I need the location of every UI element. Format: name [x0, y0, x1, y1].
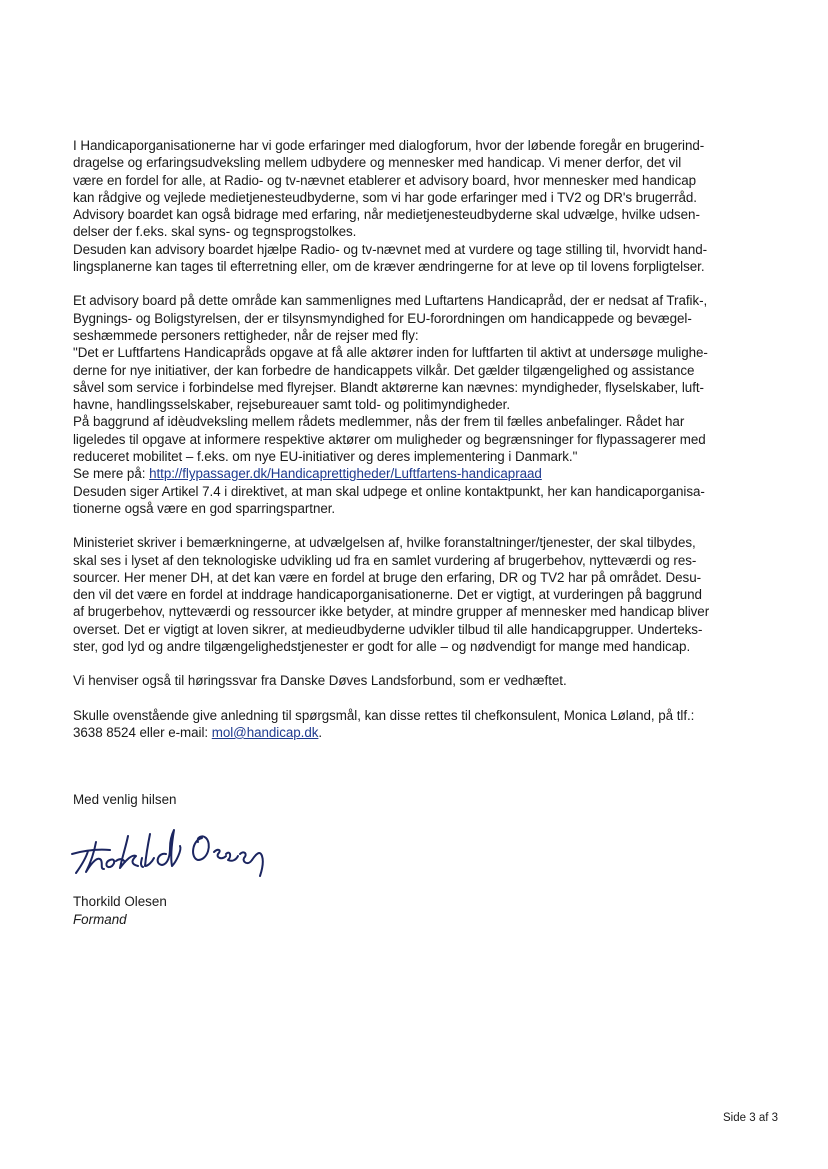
paragraph-henviser	[73, 672, 749, 689]
text-line: dragelse og erfaringsudveksling mellem udbydere og mennesker med handicap. Vi mener derfor, det vil	[73, 155, 682, 171]
signer-block	[73, 893, 167, 928]
text-line: I Handicaporganisationerne har vi gode erfaringer med dialogforum, hvor der løbende foregår en brugerind-	[73, 138, 705, 153]
text-line: "Det er Luftfartens Handicapråds opgave at få alle aktører inden for luftfarten til aktivt at undersøge mulighe-	[73, 345, 708, 361]
signer-name: Thorkild Olesen	[73, 894, 167, 909]
text-line: Bygnings- og Boligstyrelsen, der er tilsynsmyndighed for EU-forordningen om handicappede og bevægel-	[73, 310, 692, 326]
text-line: såvel som service i forbindelse med flyrejser. Blandt aktørerne kan nævnes: myndigheder, flyselskaber, luft-	[73, 379, 704, 395]
paragraph-dialogforum	[73, 137, 749, 275]
text-line: den vil det være en fordel at inddrage handicaporganisationerne. Det er vigtigt, at vurderingen på baggrund	[73, 587, 702, 603]
text-line: lingsplanerne kan tages til efterretning eller, om de kræver ændringerne for at leve op til lovens forpligtelser.	[73, 259, 705, 275]
handwritten-signature	[66, 820, 276, 882]
text-line: ster, god lyd og andre tilgængelighedstjenester er godt for alle – og nødvendigt for mange med handicap.	[73, 639, 691, 655]
text-line: Desuden siger Artikel 7.4 i direktivet, at man skal udpege et online kontaktpunkt, her kan handicaporganisa-	[73, 483, 705, 499]
paragraph-contact	[73, 707, 749, 742]
text-line: Skulle ovenstående give anledning til spørgsmål, kan disse rettes til chefkonsulent, Monica Løland, på tlf.:	[73, 707, 695, 723]
contact-prefix: 3638 8524 eller e-mail:	[73, 724, 212, 740]
letter-body	[73, 137, 749, 741]
text-line: Desuden kan advisory boardet hjælpe Radio- og tv-nævnet med at vurdere og tage stilling til, hvorvidt hand-	[73, 241, 708, 257]
text-line: På baggrund af idèudveksling mellem rådets medlemmer, nås der frem til fælles anbefalinger. Rådet har	[73, 414, 685, 430]
flypassager-link[interactable]: http://flypassager.dk/Handicaprettigheder/Luftfartens-handicapraad	[149, 466, 542, 482]
see-more-label: Se mere på:	[73, 466, 150, 482]
email-link[interactable]: mol@handicap.dk	[211, 724, 319, 740]
text-line: delser der f.eks. skal syns- og tegnsprogstolkes.	[73, 224, 357, 240]
text-line: overset. Det er vigtigt at loven sikrer, at medieudbyderne udvikler tilbud til alle handicapgrupper. Underteks-	[73, 621, 703, 637]
paragraph-advisory-board	[73, 292, 749, 517]
text-line: tionerne også være en god sparringspartner.	[73, 500, 336, 516]
signer-role: Formand	[73, 911, 127, 927]
contact-suffix: .	[318, 724, 323, 740]
paragraph-ministeriet	[73, 534, 749, 655]
see-more-line	[73, 465, 749, 482]
closing-greeting: Med venlig hilsen	[73, 792, 177, 807]
text-line: seshæmmede personers rettigheder, når de rejser med fly:	[73, 327, 419, 343]
text-line: Ministeriet skriver i bemærkningerne, at udvælgelsen af, hvilke foranstaltninger/tjenester, der skal tilbydes,	[73, 535, 696, 551]
page-number: Side 3 af 3	[723, 1112, 778, 1124]
text-line: af brugerbehov, nytteværdi og ressourcer ikke betyder, at mindre grupper af mennesker med handicap bliver	[73, 604, 710, 620]
text-line: ligeledes til opgave at informere respektive aktører om muligheder og begrænsninger for flypassagerer med	[73, 431, 706, 447]
text-line: derne for nye initiativer, der kan forbedre de handicappets vilkår. Det gælder tilgængelighed og assistance	[73, 362, 695, 378]
text-line: havne, handlingsselskaber, rejsebureauer samt told- og politimyndigheder.	[73, 397, 511, 413]
text-line: sourcer. Her mener DH, at det kan være en fordel at bruge den erfaring, DR og TV2 har på området. Desu-	[73, 569, 701, 585]
text-line: være en fordel for alle, at Radio- og tv-nævnet etablerer et advisory board, hvor mennesker med handicap	[73, 172, 697, 188]
text-line: Advisory boardet kan også bidrage med erfaring, når medietjenesteudbyderne skal udvælge, hvilke udsen-	[73, 207, 700, 223]
text-line: Et advisory board på dette område kan sammenlignes med Luftartens Handicapråd, der er nedsat af Trafik-,	[73, 293, 708, 309]
contact-line	[73, 724, 749, 741]
text-line: Vi henviser også til høringssvar fra Danske Døves Landsforbund, som er vedhæftet.	[73, 673, 567, 689]
text-line: skal ses i lyset af den teknologiske udvikling ud fra en samlet vurdering af brugerbehov, nytteværdi og res-	[73, 552, 697, 568]
text-line: reduceret mobilitet – f.eks. om nye EU-initiativer og deres implementering i Danmark."	[73, 449, 578, 465]
text-line: kan rådgive og vejlede medietjenesteudbyderne, som vi har gode erfaringer med i TV2 og DR's brugerråd.	[73, 189, 697, 205]
